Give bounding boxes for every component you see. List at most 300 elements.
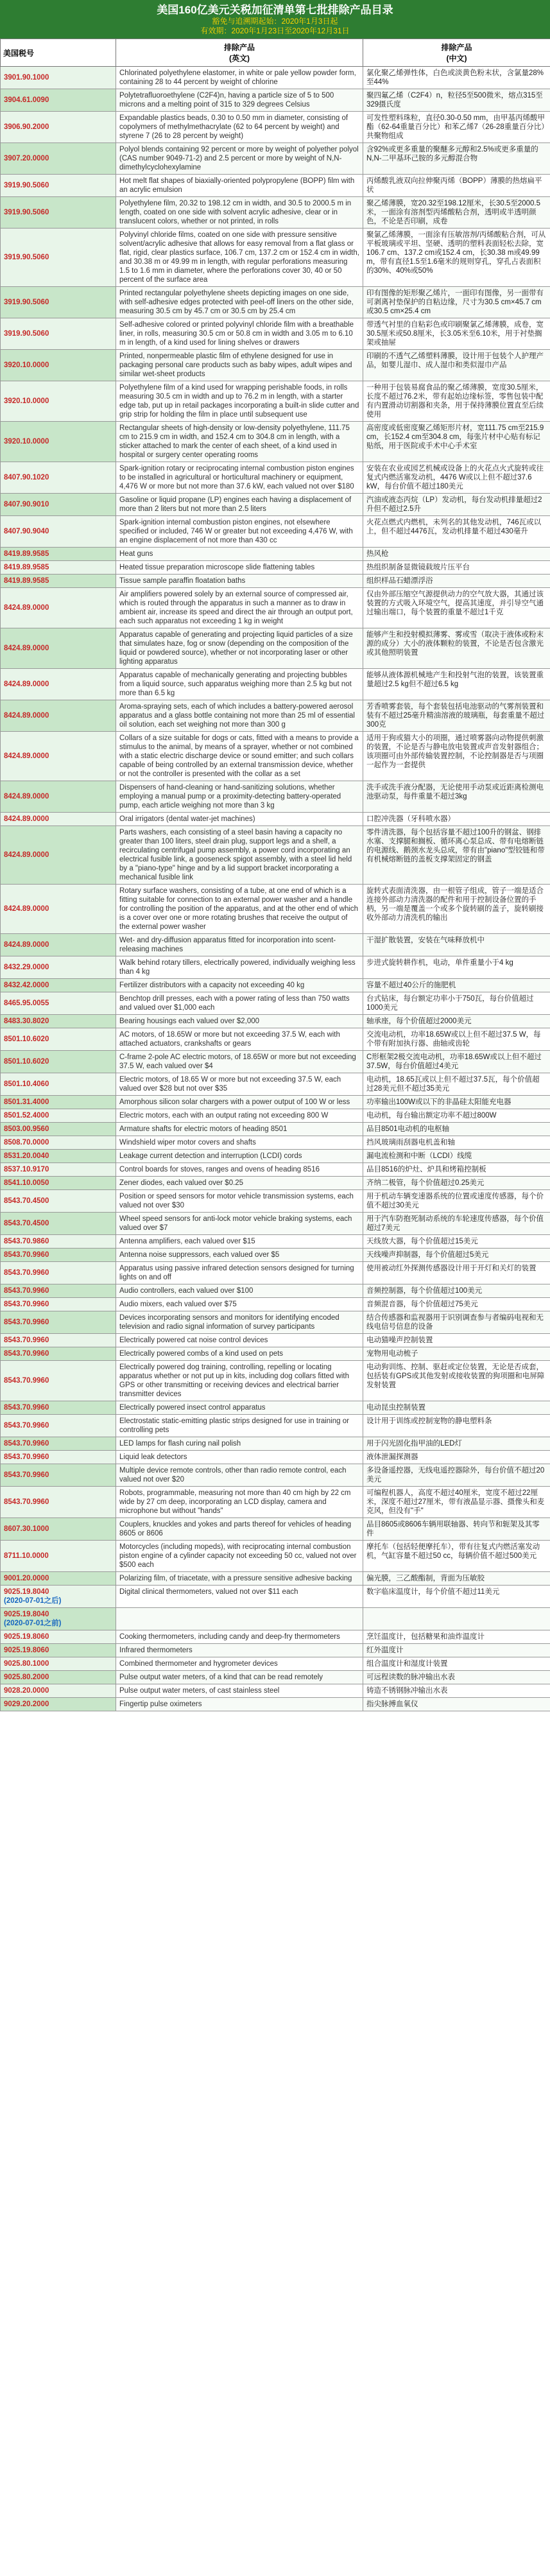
- product-description-cn: 聚氯乙烯薄膜，一面涂有压敏溶剂/丙烯酸粘合剂，可从平板玻璃或平坦、坚硬、透明的塑料表面轻松去除，宽106.7 cm、137.2 cm或152.4 cm，长30.38 m或49.99 m，带有直径1.5至1.6毫米的规则穿孔，穿孔占表面积的30%、40%或50%: [363, 229, 550, 287]
- table-row: [1, 826, 550, 885]
- hts-code: 8424.89.0000: [4, 712, 49, 720]
- table-row: [1, 1518, 550, 1541]
- product-description-en: Audio mixers, each valued over $75: [116, 1298, 363, 1311]
- column-header-product-cn: 排除产品 (中文): [363, 39, 550, 67]
- product-description-cn: 干湿扩散装置，安装在气味释放机中: [363, 934, 550, 956]
- table-row: [1, 1451, 550, 1464]
- hts-code: 8543.70.9960: [4, 1471, 49, 1479]
- product-description-cn: 电动狗训练、控制、驱赶或定位装置，无论是否成套，包括装有GPS或其他发射或接收装置的狗项圈和电屏障发射装置: [363, 1361, 550, 1401]
- hts-code: 8543.70.9960: [4, 1318, 49, 1326]
- table-row: [1, 1586, 550, 1608]
- hts-code: 3920.10.0000: [4, 438, 49, 445]
- product-description-cn: 组合温度计和湿度计装置: [363, 1657, 550, 1671]
- hts-code-cell: [1, 1347, 116, 1361]
- product-description-cn: 铸造不锈钢脉冲输出水表: [363, 1684, 550, 1698]
- product-description-cn: 用于汽车防抱死制动系统的车轮速度传感器，每个价值超过7美元: [363, 1213, 550, 1235]
- table-row: [1, 588, 550, 628]
- hts-code-cell: [1, 422, 116, 462]
- product-description-en: Polyethylene film of a kind used for wrapping perishable foods, in rolls measuring 30.5 cm in width and up to 76.2 m in length, with a starter edge tab, put up in retail packages incorporating a built-in slide cutter and grip strip for holding the film in place until subsequent use: [116, 381, 363, 422]
- hts-code: 8508.70.0000: [4, 1139, 49, 1146]
- table-row: [1, 494, 550, 516]
- product-description-en: Rotary surface washers, consisting of a tube, at one end of which is a fitting suitable for connection to an external power washer and a handle for controlling the position of the apparatus, and at the other end of which is a cover over one or more rotating brushes that receive the output of the external power washer: [116, 885, 363, 934]
- hts-code-cell: [1, 1572, 116, 1586]
- product-description-en: Combined thermometer and hygrometer devices: [116, 1657, 363, 1671]
- hts-code: 9029.20.2000: [4, 1700, 49, 1708]
- product-description-en: Pulse output water meters, of a kind that can be read remotely: [116, 1671, 363, 1684]
- table-row: [1, 956, 550, 979]
- hts-code: 8543.70.9960: [4, 1440, 49, 1448]
- table-row: [1, 1487, 550, 1518]
- product-description-en: Electric motors, each with an output rating not exceeding 800 W: [116, 1109, 363, 1123]
- hts-code-cell: [1, 67, 116, 89]
- hts-code-cell: [1, 1630, 116, 1644]
- column-header-product-en: 排除产品 (英文): [116, 39, 363, 67]
- product-description-en: Electric motors, of 18.65 W or more but not exceeding 37.5 W, each valued over $28 but not over $35: [116, 1073, 363, 1096]
- table-row: [1, 781, 550, 813]
- table-row: [1, 1284, 550, 1298]
- table-row: [1, 229, 550, 287]
- table-row: [1, 934, 550, 956]
- hts-code: 8424.89.0000: [4, 793, 49, 800]
- hts-code: 8424.89.0000: [4, 905, 49, 913]
- hts-code-cell: [1, 575, 116, 588]
- table-row: [1, 548, 550, 561]
- product-description-en: Spark-ignition rotary or reciprocating internal combustion piston engines to be installed in agricultural or horticultural machinery or equipment, 4,476 W or more but not more than 37.6 kW, each valued not over $180: [116, 462, 363, 494]
- product-description-en: Tissue sample paraffin floatation baths: [116, 575, 363, 588]
- product-description-cn: 音频混音器，每个价值超过75美元: [363, 1298, 550, 1311]
- product-description-en: Polyvinyl chloride films, coated on one side with pressure sensitive solvent/acrylic adhesive that allows for easy removal from a flat glass or flat, rigid, clear plastics surface, 106.7 cm, 137.2 cm or 152.4 cm in width, and 30.38 m or 49.99 m in length, with regular perforations measuring 1.5 to 1.6 mm in diameter, where the perforations cover 30, 40 or 50 percent of the surface area: [116, 229, 363, 287]
- document-subtitle-validity: 有效期：2020年1月23日至2020年12月31日: [200, 26, 350, 35]
- product-description-cn: 可远程读数的脉冲输出水表: [363, 1671, 550, 1684]
- product-description-cn: 音频控制器，每个价值超过100美元: [363, 1284, 550, 1298]
- hts-code: 8543.70.9960: [4, 1287, 49, 1295]
- hts-code: 8424.89.0000: [4, 604, 49, 612]
- hts-code: 8503.00.9560: [4, 1125, 49, 1133]
- product-description-cn: 汽油或液态丙烷（LP）发动机，每台发动机排量超过2升但不超过2.5升: [363, 494, 550, 516]
- column-header-hts-code: 美国税号: [1, 39, 116, 67]
- product-description-cn: 偏光膜，三乙酸酯制，背面为压敏胶: [363, 1572, 550, 1586]
- hts-code-cell: [1, 1096, 116, 1109]
- table-row: [1, 143, 550, 175]
- product-description-en: Walk behind rotary tillers, electrically powered, individually weighing less than 4 kg: [116, 956, 363, 979]
- product-description-en: Printed rectangular polyethylene sheets depicting images on one side, with self-adhesive edges protected with peel-off liners on the other side, measuring 30.5 cm by 45.7 cm or 30.5 cm by 25.4 cm: [116, 287, 363, 318]
- product-description-cn: 组织样品石蜡漂浮浴: [363, 575, 550, 588]
- hts-code: 8501.10.4060: [4, 1080, 49, 1088]
- hts-code-cell: [1, 1451, 116, 1464]
- product-description-cn: 高密度或低密度聚乙烯矩形片材，宽111.75 cm至215.9 cm，长152.4 cm至304.8 cm，每张片材中心贴有标记贴纸，用于医院或手术中心手术室: [363, 422, 550, 462]
- hts-code-cell: [1, 1487, 116, 1518]
- table-row: [1, 1298, 550, 1311]
- product-description-en: Bearing housings each valued over $2,000: [116, 1015, 363, 1028]
- product-description-cn: 数字临床温度计，每个价值不超过11美元: [363, 1586, 550, 1608]
- product-description-en: Expandable plastics beads, 0.30 to 0.50 mm in diameter, consisting of copolymers of methylmethacrylate (62 to 64 percent by weight) and styrene 7 (26 to 28 percent by weight): [116, 112, 363, 143]
- table-row: [1, 669, 550, 700]
- hts-code-note: (2020-07-01之后): [4, 1597, 62, 1605]
- hts-code-cell: [1, 934, 116, 956]
- hts-code-cell: [1, 1073, 116, 1096]
- product-description-cn: 电动机，每台输出额定功率不超过800W: [363, 1109, 550, 1123]
- hts-code: 3906.90.2000: [4, 123, 49, 131]
- hts-code: 8407.90.9010: [4, 501, 49, 508]
- product-description-en: Collars of a size suitable for dogs or cats, fitted with a means to provide a stimulus to the animal, by means of a sprayer, whether or not combined with a static electric discharge device or sound emitter; and such collars capable of being controlled by an external transmission device, whether or not the controller is presented with the collar as a set: [116, 732, 363, 781]
- product-description-en: Dispensers of hand-cleaning or hand-sanitizing solutions, whether employing a manual pump or a proximity-detecting battery-operated pump, each article weighing not more than 3 kg: [116, 781, 363, 813]
- table-header-row: [1, 39, 550, 67]
- table-row: [1, 1249, 550, 1262]
- hts-code-note: (2020-07-01之前): [4, 1620, 62, 1627]
- product-description-en: Audio controllers, each valued over $100: [116, 1284, 363, 1298]
- hts-code: 8424.89.0000: [4, 680, 49, 688]
- hts-code: 8543.70.9960: [4, 1301, 49, 1308]
- product-description-cn: [363, 1608, 550, 1630]
- hts-code-cell: [1, 1213, 116, 1235]
- product-description-cn: 摩托车（包括轻便摩托车），带有往复式内燃活塞发动机，气缸容量不超过50 cc，每辆价值不超过500美元: [363, 1541, 550, 1572]
- hts-code: 9025.19.8060: [4, 1647, 49, 1654]
- hts-code-cell: [1, 826, 116, 885]
- hts-code-cell: [1, 1284, 116, 1298]
- product-description-cn: 可发性塑料珠粒，直径0.30-0.50 mm，由甲基丙烯酸甲酯（62-64重量百分比）和苯乙烯7（26-28重量百分比）共聚物组成: [363, 112, 550, 143]
- product-description-en: Armature shafts for electric motors of heading 8501: [116, 1123, 363, 1136]
- hts-code: 8419.89.9585: [4, 550, 49, 558]
- hts-code-cell: [1, 1671, 116, 1684]
- product-description-cn: 氯化聚乙烯弹性体，白色或淡黄色粉末状，含氯量28%至44%: [363, 67, 550, 89]
- product-description-cn: 多设备遥控器，无线电遥控器除外，每台价值不超过20美元: [363, 1464, 550, 1487]
- hts-code: 8543.70.9960: [4, 1269, 49, 1277]
- product-description-en: Polyethylene film, 20.32 to 198.12 cm in width, and 30.5 to 2000.5 m in length, coated on one side with solvent acrylic adhesive, clear or in translucent colors, whether or not printed, in rolls: [116, 197, 363, 229]
- hts-code-cell: [1, 112, 116, 143]
- hts-code: 8501.31.4000: [4, 1098, 49, 1106]
- product-description-en: Cooking thermometers, including candy and deep-fry thermometers: [116, 1630, 363, 1644]
- product-description-en: Spark-ignition internal combustion piston engines, not elsewhere specified or included, 746 W or greater but not exceeding 4,476 W, with an engine displacement of not more than 430 cc: [116, 516, 363, 548]
- hts-code-cell: [1, 381, 116, 422]
- product-description-cn: 能够从液体源机械地产生和投射气泡的装置，该装置重量超过2.5 kg但不超过6.5 kg: [363, 669, 550, 700]
- table-row: [1, 1123, 550, 1136]
- product-description-cn: 含92%或更多重量的聚醚多元醇和2.5%或更多重量的N,N-二甲基环己胺的多元醇混合物: [363, 143, 550, 175]
- hts-code: 8543.70.9960: [4, 1498, 49, 1506]
- hts-code: 8465.95.0055: [4, 999, 49, 1007]
- hts-code: 8432.29.0000: [4, 964, 49, 971]
- hts-code-cell: [1, 350, 116, 381]
- product-description-en: Zener diodes, each valued over $0.25: [116, 1177, 363, 1190]
- product-description-en: Couplers, knuckles and yokes and parts thereof for vehicles of heading 8605 or 8606: [116, 1518, 363, 1541]
- table-row: [1, 1684, 550, 1698]
- table-row: [1, 422, 550, 462]
- hts-code: 8531.20.0040: [4, 1152, 49, 1160]
- hts-code-cell: [1, 1298, 116, 1311]
- hts-code: 8537.10.9170: [4, 1166, 49, 1173]
- product-description-cn: 可编程机器人，高度不超过40厘米，宽度不超过22厘米，深度不超过27厘米，带有液晶显示器、摄像头和麦克风，但没有"手": [363, 1487, 550, 1518]
- product-description-cn: 品目8605或8606车辆用联轴器、转向节和轭架及其零件: [363, 1518, 550, 1541]
- table-row: [1, 628, 550, 669]
- hts-code-cell: [1, 229, 116, 287]
- product-description-cn: 电动昆虫控制装置: [363, 1401, 550, 1415]
- hts-code-cell: [1, 1123, 116, 1136]
- table-row: [1, 1109, 550, 1123]
- hts-code: 8424.89.0000: [4, 815, 49, 823]
- hts-code-cell: [1, 1334, 116, 1347]
- product-description-en: Pulse output water meters, of cast stainless steel: [116, 1684, 363, 1698]
- hts-code-cell: [1, 1190, 116, 1213]
- hts-code: 9025.19.8040: [4, 1588, 49, 1596]
- product-description-cn: 旋转式表面清洗器，由一根管子组成，管子一端是适合连接外部动力清洗器的配件和用于控制设备位置的手柄，另一端是覆盖一个或多个旋转刷的盖子，旋转刷接收外部动力清洗机的输出: [363, 885, 550, 934]
- hts-code: 8407.90.1020: [4, 474, 49, 481]
- hts-code: 8543.70.9960: [4, 1251, 49, 1259]
- product-description-en: Polyol blends containing 92 percent or more by weight of polyether polyol (CAS number 9049-71-2) and 2.5 percent or more by weight of N,N-dimethylcyclohexylamine: [116, 143, 363, 175]
- table-row: [1, 175, 550, 197]
- hts-code-cell: [1, 197, 116, 229]
- table-row: [1, 1096, 550, 1109]
- product-description-cn: 用于闪光固化指甲油的LED灯: [363, 1437, 550, 1451]
- table-row: [1, 1347, 550, 1361]
- table-row: [1, 1401, 550, 1415]
- hts-code-cell: [1, 1586, 116, 1608]
- hts-code: 3920.10.0000: [4, 397, 49, 405]
- table-row: [1, 575, 550, 588]
- product-description-cn: 安装在农业或园艺机械或设备上的火花点火式旋转或往复式内燃活塞发动机，4476 W或以上但不超过37.6 kW，每台价值不超过180美元: [363, 462, 550, 494]
- hts-code: 9025.80.2000: [4, 1673, 49, 1681]
- hts-code: 8501.10.6020: [4, 1058, 49, 1066]
- product-description-cn: 挡风玻璃雨刮器电机盖和轴: [363, 1136, 550, 1150]
- hts-code: 8419.89.9585: [4, 577, 49, 585]
- hts-code: 8543.70.9960: [4, 1404, 49, 1412]
- table-row: [1, 381, 550, 422]
- hts-code-cell: [1, 1684, 116, 1698]
- table-row: [1, 1235, 550, 1249]
- product-description-en: Antenna noise suppressors, each valued over $5: [116, 1249, 363, 1262]
- hts-code-cell: [1, 1262, 116, 1284]
- product-description-cn: 步进式旋转耕作机，电动，单件重量小于4 kg: [363, 956, 550, 979]
- table-row: [1, 700, 550, 732]
- product-description-en: Antenna amplifiers, each valued over $15: [116, 1235, 363, 1249]
- hts-code: 9028.20.0000: [4, 1687, 49, 1695]
- table-row: [1, 1150, 550, 1163]
- table-row: [1, 197, 550, 229]
- table-row: [1, 1190, 550, 1213]
- hts-code-cell: [1, 992, 116, 1015]
- hts-code-cell: [1, 1541, 116, 1572]
- product-description-cn: 指尖脉搏血氧仪: [363, 1698, 550, 1711]
- product-description-en: C-frame 2-pole AC electric motors, of 18.65W or more but not exceeding 37.5 W, each valued over $4: [116, 1051, 363, 1073]
- title-banner: [0, 0, 550, 39]
- hts-code: 9025.19.8060: [4, 1633, 49, 1641]
- hts-code-cell: [1, 175, 116, 197]
- product-description-en: Devices incorporating sensors and monitors for identifying encoded television and radio signal information of survey participants: [116, 1311, 363, 1334]
- table-row: [1, 1028, 550, 1051]
- hts-code: 8432.42.0000: [4, 981, 49, 989]
- table-row: [1, 462, 550, 494]
- product-description-en: Wheel speed sensors for anti-lock motor vehicle braking systems, each valued over $7: [116, 1213, 363, 1235]
- product-description-cn: 能够产生和投射模拟薄雾、雾或雪（取决于液体或粉末源的成分）大小的液体颗粒的装置，不论是否包含激光或其他照明装置: [363, 628, 550, 669]
- hts-code: 8543.70.9960: [4, 1453, 49, 1461]
- table-row: [1, 1698, 550, 1711]
- product-description-en: LED lamps for flash curing nail polish: [116, 1437, 363, 1451]
- hts-code-cell: [1, 1051, 116, 1073]
- table-row: [1, 1262, 550, 1284]
- hts-code: 9001.20.0000: [4, 1575, 49, 1582]
- hts-code-cell: [1, 1163, 116, 1177]
- product-description-en: Electrostatic static-emitting plastic strips designed for use in training or controlling pets: [116, 1415, 363, 1437]
- hts-code: 8543.70.9960: [4, 1422, 49, 1430]
- product-description-cn: 轴承座，每个价值超过2000美元: [363, 1015, 550, 1028]
- product-description-en: Fingertip pulse oximeters: [116, 1698, 363, 1711]
- hts-code-cell: [1, 548, 116, 561]
- table-row: [1, 1671, 550, 1684]
- hts-code: 3919.90.5060: [4, 254, 49, 261]
- product-description-en: Electrically powered combs of a kind used on pets: [116, 1347, 363, 1361]
- product-description-cn: 漏电流检测和中断（LCDI）线缆: [363, 1150, 550, 1163]
- hts-code-cell: [1, 89, 116, 112]
- hts-code: 9025.80.1000: [4, 1660, 49, 1668]
- table-row: [1, 885, 550, 934]
- hts-code-cell: [1, 1015, 116, 1028]
- product-description-cn: 带透气衬里的自粘彩色或印刷聚氯乙烯薄膜，成卷，宽30.5厘米或50.8厘米，长3.05米至6.10米，用于衬垫搁架或抽屉: [363, 318, 550, 350]
- hts-code: 8543.70.9960: [4, 1350, 49, 1358]
- hts-code-cell: [1, 1311, 116, 1334]
- table-row: [1, 1051, 550, 1073]
- table-row: [1, 1657, 550, 1671]
- hts-code-cell: [1, 700, 116, 732]
- hts-code-cell: [1, 1644, 116, 1657]
- hts-code: 3904.61.0090: [4, 96, 49, 104]
- hts-code: 8424.89.0000: [4, 851, 49, 859]
- hts-code-cell: [1, 1415, 116, 1437]
- product-description-cn: 齐纳二极管，每个价值超过0.25美元: [363, 1177, 550, 1190]
- hts-code: 8543.70.9960: [4, 1336, 49, 1344]
- hts-code-cell: [1, 516, 116, 548]
- hts-code-cell: [1, 1361, 116, 1401]
- hts-code-cell: [1, 318, 116, 350]
- table-row: [1, 1361, 550, 1401]
- product-description-en: Heat guns: [116, 548, 363, 561]
- product-description-en: Wet- and dry-diffusion apparatus fitted for incorporation into scent-releasing machines: [116, 934, 363, 956]
- product-description-en: Infrared thermometers: [116, 1644, 363, 1657]
- hts-code-cell: [1, 979, 116, 992]
- product-description-en: Electrically powered dog training, controlling, repelling or locating apparatus whether or not put up in kits, including dog collars fitted with GPS or other transmitting or receiving devices and electrical barrier transmitter devices: [116, 1361, 363, 1401]
- hts-code: 8543.70.4500: [4, 1220, 49, 1227]
- product-description-cn: 天线放大器，每个价值超过15美元: [363, 1235, 550, 1249]
- product-description-cn: 口腔冲洗器（牙科喷水器）: [363, 813, 550, 826]
- product-description-en: Rectangular sheets of high-density or low-density polyethylene, 111.75 cm to 215.9 cm in width, and 152.4 cm to 304.8 cm in length, with a sticker attached to mark the center of each sheet, of a kind used in hospital or surgery center operating rooms: [116, 422, 363, 462]
- table-row: [1, 1015, 550, 1028]
- table-row: [1, 1073, 550, 1096]
- product-description-en: Electrically powered insect control apparatus: [116, 1401, 363, 1415]
- product-description-cn: 电动猫噪声控制装置: [363, 1334, 550, 1347]
- table-row: [1, 561, 550, 575]
- table-row: [1, 813, 550, 826]
- table-row: [1, 1630, 550, 1644]
- hts-code-cell: [1, 1235, 116, 1249]
- product-description-cn: 聚四氟乙烯（C2F4）n，粒径5至500微米，熔点315至329摄氏度: [363, 89, 550, 112]
- product-description-cn: 丙烯酸乳液双向拉伸聚丙烯（BOPP）薄膜的热熔扁平状: [363, 175, 550, 197]
- product-description-en: Apparatus using passive infrared detection sensors designed for turning lights on and off: [116, 1262, 363, 1284]
- table-row: [1, 287, 550, 318]
- product-description-cn: 用于机动车辆变速器系统的位置或速度传感器，每个价值不超过30美元: [363, 1190, 550, 1213]
- hts-code-cell: [1, 494, 116, 516]
- product-description-cn: 热风枪: [363, 548, 550, 561]
- product-description-cn: 零件清洗器，每个包括容量不超过100升的钢盆、钢排水塞、支撑腿和搁板、循环离心泵总成、带有电熔断链的电源线、鹅颈水龙头总成，带有由"piano"型铰链和带有机械熔断链的盖板支撑架固定的钢盖: [363, 826, 550, 885]
- hts-code: 8483.30.8020: [4, 1017, 49, 1025]
- hts-code-cell: [1, 1249, 116, 1262]
- hts-code: 8419.89.9585: [4, 564, 49, 571]
- product-description-cn: 设计用于训练或控制宠物的静电塑料条: [363, 1415, 550, 1437]
- table-row: [1, 1136, 550, 1150]
- product-description-en: Polarizing film, of triacetate, with a pressure sensitive adhesive backing: [116, 1572, 363, 1586]
- table-row: [1, 1437, 550, 1451]
- product-description-cn: 使用被动红外探测传感器设计用于开灯和关灯的装置: [363, 1262, 550, 1284]
- table-row: [1, 516, 550, 548]
- product-description-en: Heated tissue preparation microscope slide flattening tables: [116, 561, 363, 575]
- hts-code-cell: [1, 1150, 116, 1163]
- hts-code: 8711.10.0000: [4, 1552, 49, 1560]
- product-description-cn: 聚乙烯薄膜，宽20.32至198.12厘米，长30.5至2000.5米，一面涂有溶剂型丙烯酸粘合剂，透明或半透明颜色，不论是否印刷，成卷: [363, 197, 550, 229]
- hts-code-cell: [1, 1698, 116, 1711]
- table-row: [1, 1177, 550, 1190]
- product-description-cn: 台式钻床，每台额定功率小于750瓦，每台价值超过1000美元: [363, 992, 550, 1015]
- product-description-en: Parts washers, each consisting of a steel basin having a capacity no greater than 100 liters, steel drain plug, support legs and a shelf, a recirculating centrifugal pump assembly, a power cord incorporating an electrical fusible link, a gooseneck spigot assembly, with a steel lid held by a "piano-type" hinge and by a lid support bracket incorporating a mechanical fusible link: [116, 826, 363, 885]
- hts-code-cell: [1, 1518, 116, 1541]
- product-description-cn: 功率输出100W或以下的非晶硅太阳能充电器: [363, 1096, 550, 1109]
- table-row: [1, 1415, 550, 1437]
- table-row: [1, 1572, 550, 1586]
- hts-code-cell: [1, 956, 116, 979]
- product-description-cn: 电动机，18.65瓦或以上但不超过37.5瓦，每个价值超过28美元但不超过35美元: [363, 1073, 550, 1096]
- product-description-en: Control boards for stoves, ranges and ovens of heading 8516: [116, 1163, 363, 1177]
- product-description-cn: 宠物用电动梳子: [363, 1347, 550, 1361]
- product-description-cn: 热组织制备显微镜载玻片压平台: [363, 561, 550, 575]
- product-description-cn: 结合传感器和监视器用于识别调查参与者编码电视和无线电信号信息的设备: [363, 1311, 550, 1334]
- product-description-en: Chlorinated polyethylene elastomer, in white or pale yellow powder form, containing 28 to 44 percent by weight of chlorine: [116, 67, 363, 89]
- hts-code-cell: [1, 1401, 116, 1415]
- hts-code-cell: [1, 1464, 116, 1487]
- product-description-en: Electrically powered cat noise control devices: [116, 1334, 363, 1347]
- hts-code: 3919.90.5060: [4, 330, 49, 338]
- hts-code-cell: [1, 1177, 116, 1190]
- product-description-cn: 印刷的不透气乙烯塑料薄膜，设计用于包装个人护理产品，如婴儿湿巾、成人湿巾和类似湿巾产品: [363, 350, 550, 381]
- document-subtitle-effective-date: 豁免与追溯期起始：2020年1月3日起: [212, 17, 338, 26]
- table-row: [1, 1608, 550, 1630]
- product-description-en: Motorcycles (including mopeds), with reciprocating internal combustion piston engine of a cylinder capacity not exceeding 50 cc, valued not over $500 each: [116, 1541, 363, 1572]
- product-description-en: Apparatus capable of mechanically generating and projecting bubbles from a liquid source, such apparatus weighing more than 2.5 kg but not more than 6.5 kg: [116, 669, 363, 700]
- hts-code: 3919.90.5060: [4, 209, 49, 216]
- hts-code: 8407.90.9040: [4, 528, 49, 535]
- product-description-cn: 液体泄漏探测器: [363, 1451, 550, 1464]
- product-description-en: Digital clinical thermometers, valued not over $11 each: [116, 1586, 363, 1608]
- hts-code: 8424.89.0000: [4, 752, 49, 760]
- product-description-cn: 红外温度计: [363, 1644, 550, 1657]
- product-description-en: Liquid leak detectors: [116, 1451, 363, 1464]
- hts-code: 8607.30.1000: [4, 1525, 49, 1533]
- table-body: [1, 67, 550, 1711]
- hts-code: 8424.89.0000: [4, 644, 49, 652]
- exclusion-table: [0, 39, 550, 1711]
- hts-code-cell: [1, 462, 116, 494]
- table-row: [1, 112, 550, 143]
- product-description-en: Position or speed sensors for motor vehicle transmission systems, each valued not over $30: [116, 1190, 363, 1213]
- table-row: [1, 1644, 550, 1657]
- product-description-cn: 仅由外部压缩空气源提供动力的空气放大器，其通过该装置的方式吸入环境空气，提高其速度，并引导空气通过输出端口，每个装置的重量不超过1千克: [363, 588, 550, 628]
- hts-code: 8424.89.0000: [4, 941, 49, 949]
- hts-code-cell: [1, 1028, 116, 1051]
- table-row: [1, 1163, 550, 1177]
- hts-code-cell: [1, 287, 116, 318]
- product-description-cn: 印有图像的矩形聚乙烯片，一面印有图像，另一面带有可剥离衬垫保护的自粘边缘，尺寸为30.5 cm×45.7 cm或30.5 cm×25.4 cm: [363, 287, 550, 318]
- hts-code-cell: [1, 1657, 116, 1671]
- hts-code: 3919.90.5060: [4, 298, 49, 306]
- hts-code-cell: [1, 143, 116, 175]
- hts-code-cell: [1, 1136, 116, 1150]
- product-description-en: Aroma-spraying sets, each of which includes a battery-powered aerosol apparatus and a glass bottle containing not more than 25 ml of essential oil solution, each set weighing not more than 300 g: [116, 700, 363, 732]
- product-description-en: [116, 1608, 363, 1630]
- hts-code: 9025.19.8040: [4, 1611, 49, 1618]
